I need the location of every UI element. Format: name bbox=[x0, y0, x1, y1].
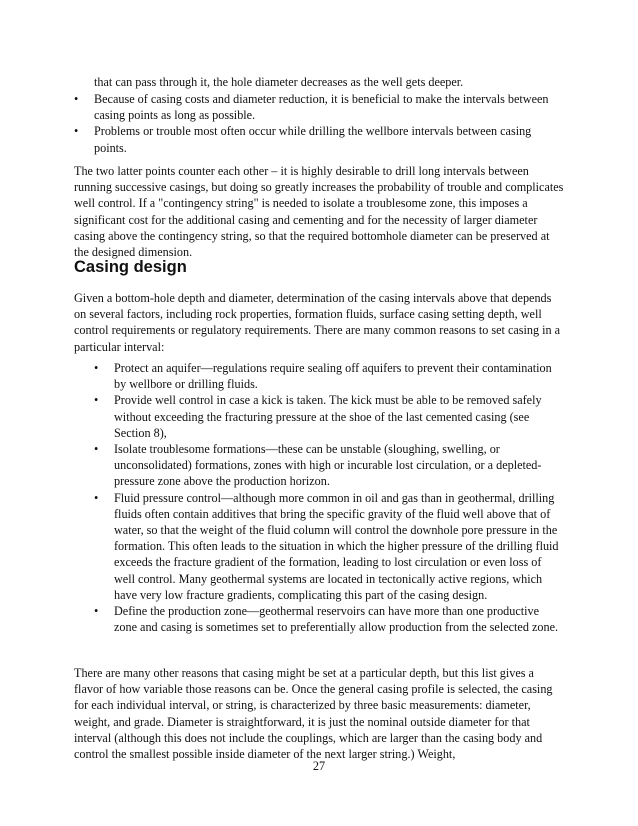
paragraph-casing-profile: There are many other reasons that casing might be set at a particular depth, but this list gives a flavor of how variable those reasons can be. Once the general casing profile is selected, the casing for each individual interval, or string, is characterized by three basic measurements: diameter, weight, and grade. Diameter is straightforward, it is just the nominal outside diameter for that interval (although this does not include the couplings, which are larger than the casing body and control the smallest possible inside diameter of the next larger string.) Weight, bbox=[74, 666, 553, 762]
bullet-glyph: • bbox=[94, 361, 99, 375]
list-item-text: Define the production zone—geothermal reservoirs can have more than one productive zone and casing is sometimes set to preferentially allow production from the selected zone. bbox=[114, 604, 559, 635]
continuation-line: that can pass through it, the hole diameter decreases as the well gets deeper. bbox=[94, 75, 464, 89]
list-item-text: Provide well control in case a kick is taken. The kick must be able to be removed safely without exceeding the fracturing pressure at the shoe of the last cemented casing (see Section 8), bbox=[114, 393, 542, 440]
list-item-text: Fluid pressure control—although more common in oil and gas than in geothermal, drilling fluids often contain additives that bring the specific gravity of the fluid well above that of water, so that the weight of the fluid column will control the downhole pore pressure in the formation. This often leads to the situation in which the higher pressure of the drilling fluid exceeds the fracture gradient of the formation, leading to lost circulation or even loss of well control. Many geothermal systems are located in tectonically active regions, which have very low fracture gradients, complicating this part of the casing design. bbox=[114, 490, 559, 602]
list-item bbox=[94, 360, 564, 392]
bullet-glyph: • bbox=[94, 442, 99, 457]
page-number: 27 bbox=[312, 759, 326, 773]
bullet-glyph: • bbox=[94, 393, 99, 408]
bullet-glyph: • bbox=[94, 490, 99, 505]
list-item bbox=[94, 392, 564, 441]
list-item bbox=[94, 490, 564, 603]
section-heading: Casing design bbox=[74, 258, 187, 276]
paragraph-casing-intervals: Given a bottom-hole depth and diameter, determination of the casing intervals above that depends on several factors, including rock properties, formation fluids, surface casing setting depth, well control requirements or regulatory requirements. There are many common reasons to set casing in a particular interval: bbox=[74, 291, 561, 354]
list-item bbox=[74, 123, 564, 155]
bullet-glyph: • bbox=[94, 604, 99, 619]
bullet-list-top bbox=[74, 91, 564, 156]
bullet-glyph: • bbox=[74, 92, 79, 106]
list-item-text: Isolate troublesome formations—these can be unstable (sloughing, swelling, or unconsolidated) formations, zones with high or incurable lost circulation, or a depleted-pressure zone above the production horizon. bbox=[114, 442, 542, 489]
paragraph-contingency: The two latter points counter each other – it is highly desirable to drill long intervals between running successive casings, but doing so greatly increases the probability of trouble and complicates well control. If a "contingency string" is needed to isolate a troublesome zone, this imposes a significant cost for the additional casing and cementing and for the necessity of larger diameter casing above the contingency string, so that the required bottomhole diameter can be preserved at the designed dimension. bbox=[74, 164, 564, 260]
list-item bbox=[94, 441, 564, 490]
bullet-list-reasons bbox=[94, 360, 564, 635]
list-item bbox=[94, 603, 564, 635]
list-item bbox=[74, 91, 564, 123]
list-item-text: Protect an aquifer—regulations require sealing off aquifers to prevent their contamination by wellbore or drilling fluids. bbox=[114, 361, 552, 392]
list-item-text: Because of casing costs and diameter reduction, it is beneficial to make the intervals between casing points as long as possible. bbox=[94, 92, 549, 123]
bullet-glyph: • bbox=[74, 124, 79, 139]
list-item-text: Problems or trouble most often occur while drilling the wellbore intervals between casing points. bbox=[94, 124, 532, 155]
